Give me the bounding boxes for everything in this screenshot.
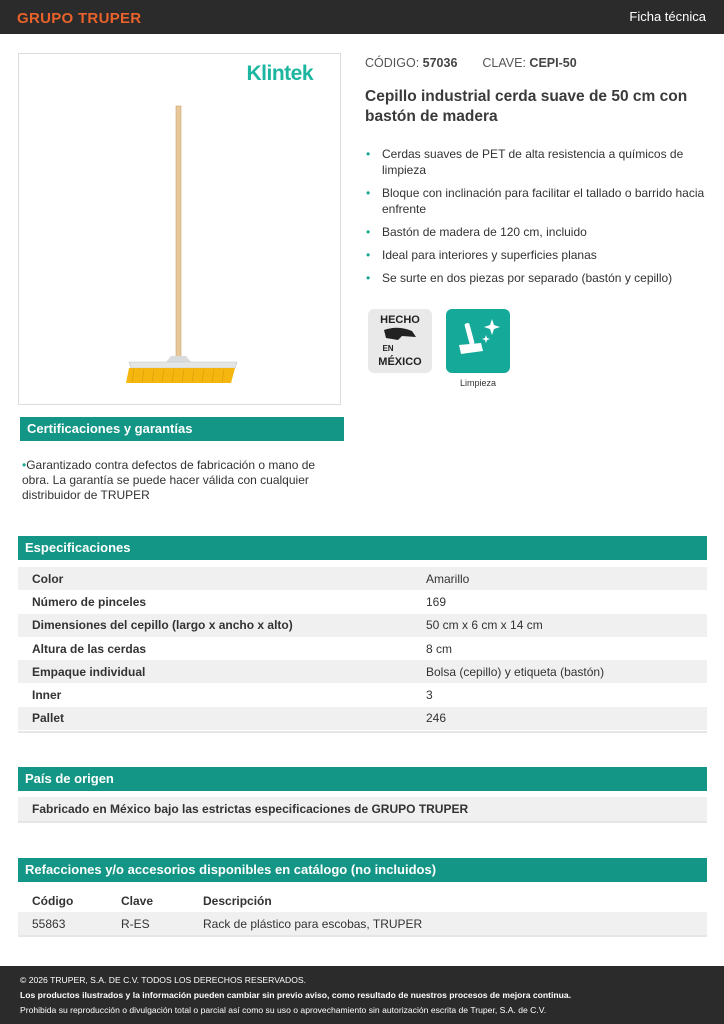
table-row: Altura de las cerdas 8 cm — [32, 641, 453, 656]
feature-item: • Bloque con inclinación para facilitar el tallado o barrido hacia enfrente — [366, 186, 705, 216]
truper-logo: GRUPO TRUPER — [17, 10, 142, 27]
made-in-mexico-icon — [368, 309, 432, 373]
key-label: CLAVE: — [482, 56, 526, 70]
product-codes — [365, 56, 577, 70]
certifications-header: Certificaciones y garantías — [20, 417, 344, 441]
prohibition-text: Prohibida su reproducción o divulgación total o parcial así como su uso o aprovechamiento sin autorización escrita de Truper, S.A. de C.V. — [20, 1005, 547, 1015]
table-row: Número de pinceles 169 — [32, 594, 447, 609]
table-row: Empaque individual Bolsa (cepillo) y etiqueta (bastón) — [18, 660, 707, 683]
bullet-icon: • — [366, 186, 371, 200]
cleaning-icon — [446, 309, 510, 373]
feature-item: • Bastón de madera de 120 cm, incluido — [366, 225, 587, 239]
broom-neck — [166, 356, 191, 362]
warranty-text: •Garantizado contra defectos de fabricación o mano de obra. La garantía se puede hacer válida con cualquier distribuidor de TRUPER — [22, 458, 316, 502]
broom-handle — [176, 106, 181, 358]
feature-item: • Ideal para interiores y superficies planas — [366, 248, 597, 262]
broom-image — [19, 54, 342, 406]
notice-text: Los productos ilustrados y la información pueden cambiar sin previo aviso, como resultado de nuestros procesos de mejora continua. — [20, 990, 572, 1000]
footer — [0, 966, 724, 1024]
broom-block — [129, 362, 237, 368]
divider — [18, 935, 707, 937]
divider — [18, 731, 707, 733]
specifications-table — [18, 567, 707, 730]
accessories-table-header — [18, 889, 707, 912]
bullet-icon: • — [366, 225, 371, 239]
table-row: Dimensiones del cepillo (largo x ancho x alto) 50 cm x 6 cm x 14 cm — [18, 614, 707, 637]
top-bar — [0, 0, 724, 34]
product-code: 57036 — [422, 56, 458, 70]
specifications-header: Especificaciones — [18, 536, 707, 560]
origin-text: Fabricado en México bajo las estrictas especificaciones de GRUPO TRUPER — [18, 797, 707, 821]
bullet-icon: • — [366, 248, 371, 262]
table-row — [18, 912, 707, 935]
feature-item: • Cerdas suaves de PET de alta resistencia a químicos de limpieza — [366, 147, 684, 177]
column-header: Clave — [121, 894, 154, 908]
column-header: Descripción — [203, 894, 272, 908]
feature-list — [366, 146, 711, 293]
cleaning-badge-label: Limpieza — [459, 378, 497, 388]
svg-text:MÉXICO: MÉXICO — [378, 356, 422, 368]
copyright-text: © 2026 TRUPER, S.A. DE C.V. TODOS LOS DERECHOS RESERVADOS. — [20, 975, 307, 985]
brand-logo: Klintek — [246, 62, 313, 85]
accessory-key: R-ES — [121, 917, 150, 931]
accessory-description: Rack de plástico para escobas, TRUPER — [203, 917, 423, 931]
code-label: CÓDIGO: — [365, 56, 420, 70]
bullet-icon: • — [22, 458, 27, 472]
column-header: Código — [32, 894, 74, 908]
origin-header: País de origen — [18, 767, 707, 791]
product-image-box — [18, 53, 341, 405]
accessory-code: 55863 — [32, 917, 66, 931]
svg-text:EN: EN — [382, 344, 394, 353]
document-type-label: Ficha técnica — [629, 9, 706, 24]
table-row: Inner 3 — [32, 688, 433, 703]
feature-item: • Se surte en dos piezas por separado (bastón y cepillo) — [366, 271, 673, 285]
table-row: Color Amarillo — [18, 567, 707, 590]
bullet-icon: • — [366, 147, 371, 161]
product-key: CEPI-50 — [529, 56, 577, 70]
table-row: Pallet 246 — [18, 707, 707, 730]
svg-text:HECHO: HECHO — [380, 314, 420, 326]
bullet-icon: • — [366, 271, 371, 285]
product-title: Cepillo industrial cerda suave de 50 cm con bastón de madera — [365, 88, 688, 125]
accessories-header: Refacciones y/o accesorios disponibles en catálogo (no incluidos) — [18, 858, 707, 882]
divider — [18, 821, 707, 823]
